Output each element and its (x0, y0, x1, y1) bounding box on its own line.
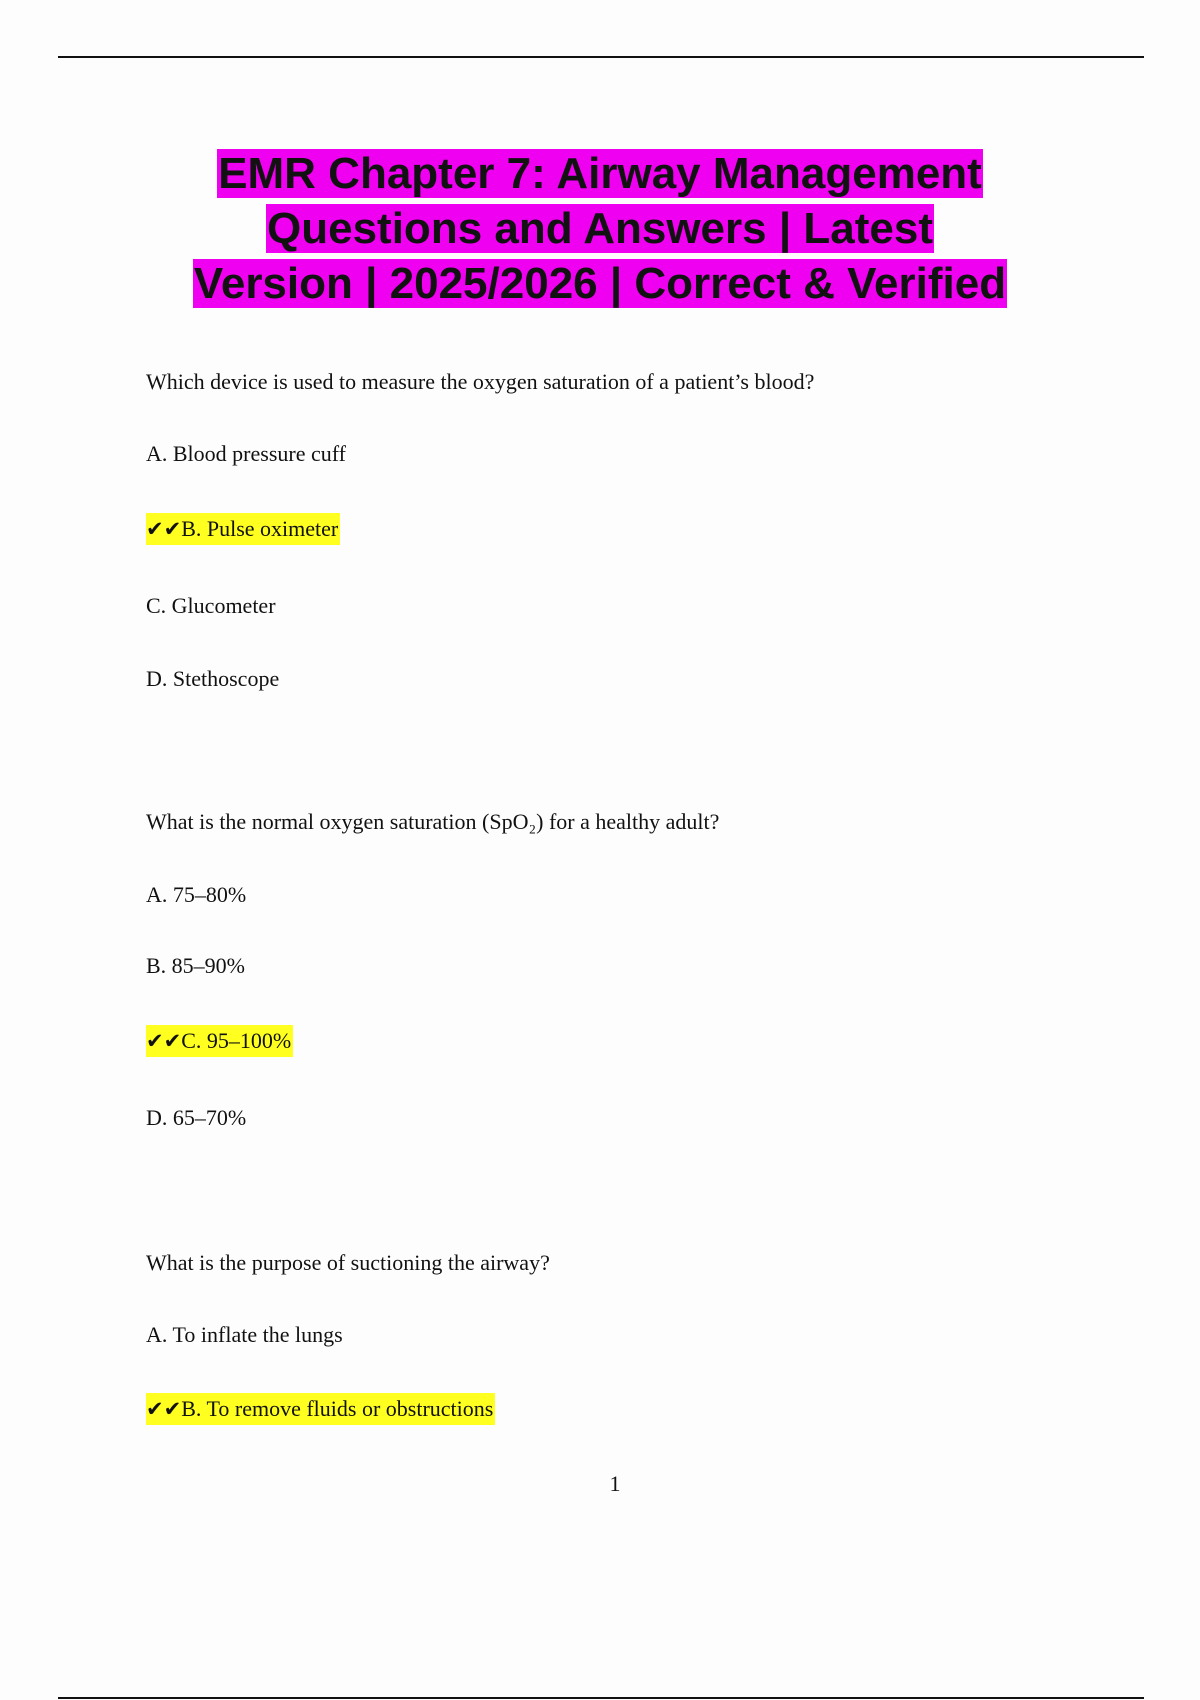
title-line-2: Questions and Answers | Latest (267, 204, 933, 253)
question-3-text: What is the purpose of suctioning the airway? (146, 1250, 550, 1275)
option-label: B. Pulse oximeter (181, 516, 339, 541)
header-rule (58, 56, 1144, 58)
question-1-option-b-correct (146, 513, 340, 545)
option-label: C. 95–100% (181, 1028, 292, 1053)
option-label: B. To remove fluids or obstructions (181, 1396, 494, 1421)
question-1-text: Which device is used to measure the oxygen saturation of a patient’s blood? (146, 369, 815, 394)
document-title (100, 146, 1100, 311)
double-check-icon: ✔✔ (146, 1029, 182, 1053)
footer-rule (58, 1697, 1144, 1699)
title-line-1: EMR Chapter 7: Airway Management (218, 149, 982, 198)
question-1-option-d: D. Stethoscope (146, 666, 280, 691)
question-2-text: What is the normal oxygen saturation (SpO₂) for a healthy adult? (146, 809, 720, 834)
question-3-option-b-correct (146, 1393, 495, 1425)
question-2-option-c-correct (146, 1025, 293, 1057)
page-number: 1 (609, 1471, 621, 1496)
title-line-3: Version | 2025/2026 | Correct & Verified (193, 259, 1007, 308)
double-check-icon: ✔✔ (146, 517, 182, 541)
question-1-option-c: C. Glucometer (146, 593, 276, 618)
double-check-icon: ✔✔ (146, 1397, 182, 1421)
question-2-option-d: D. 65–70% (146, 1105, 247, 1130)
question-2-option-a: A. 75–80% (146, 882, 247, 907)
question-1-option-a: A. Blood pressure cuff (146, 441, 346, 466)
question-2-option-b: B. 85–90% (146, 953, 245, 978)
question-3-option-a: A. To inflate the lungs (146, 1322, 343, 1347)
